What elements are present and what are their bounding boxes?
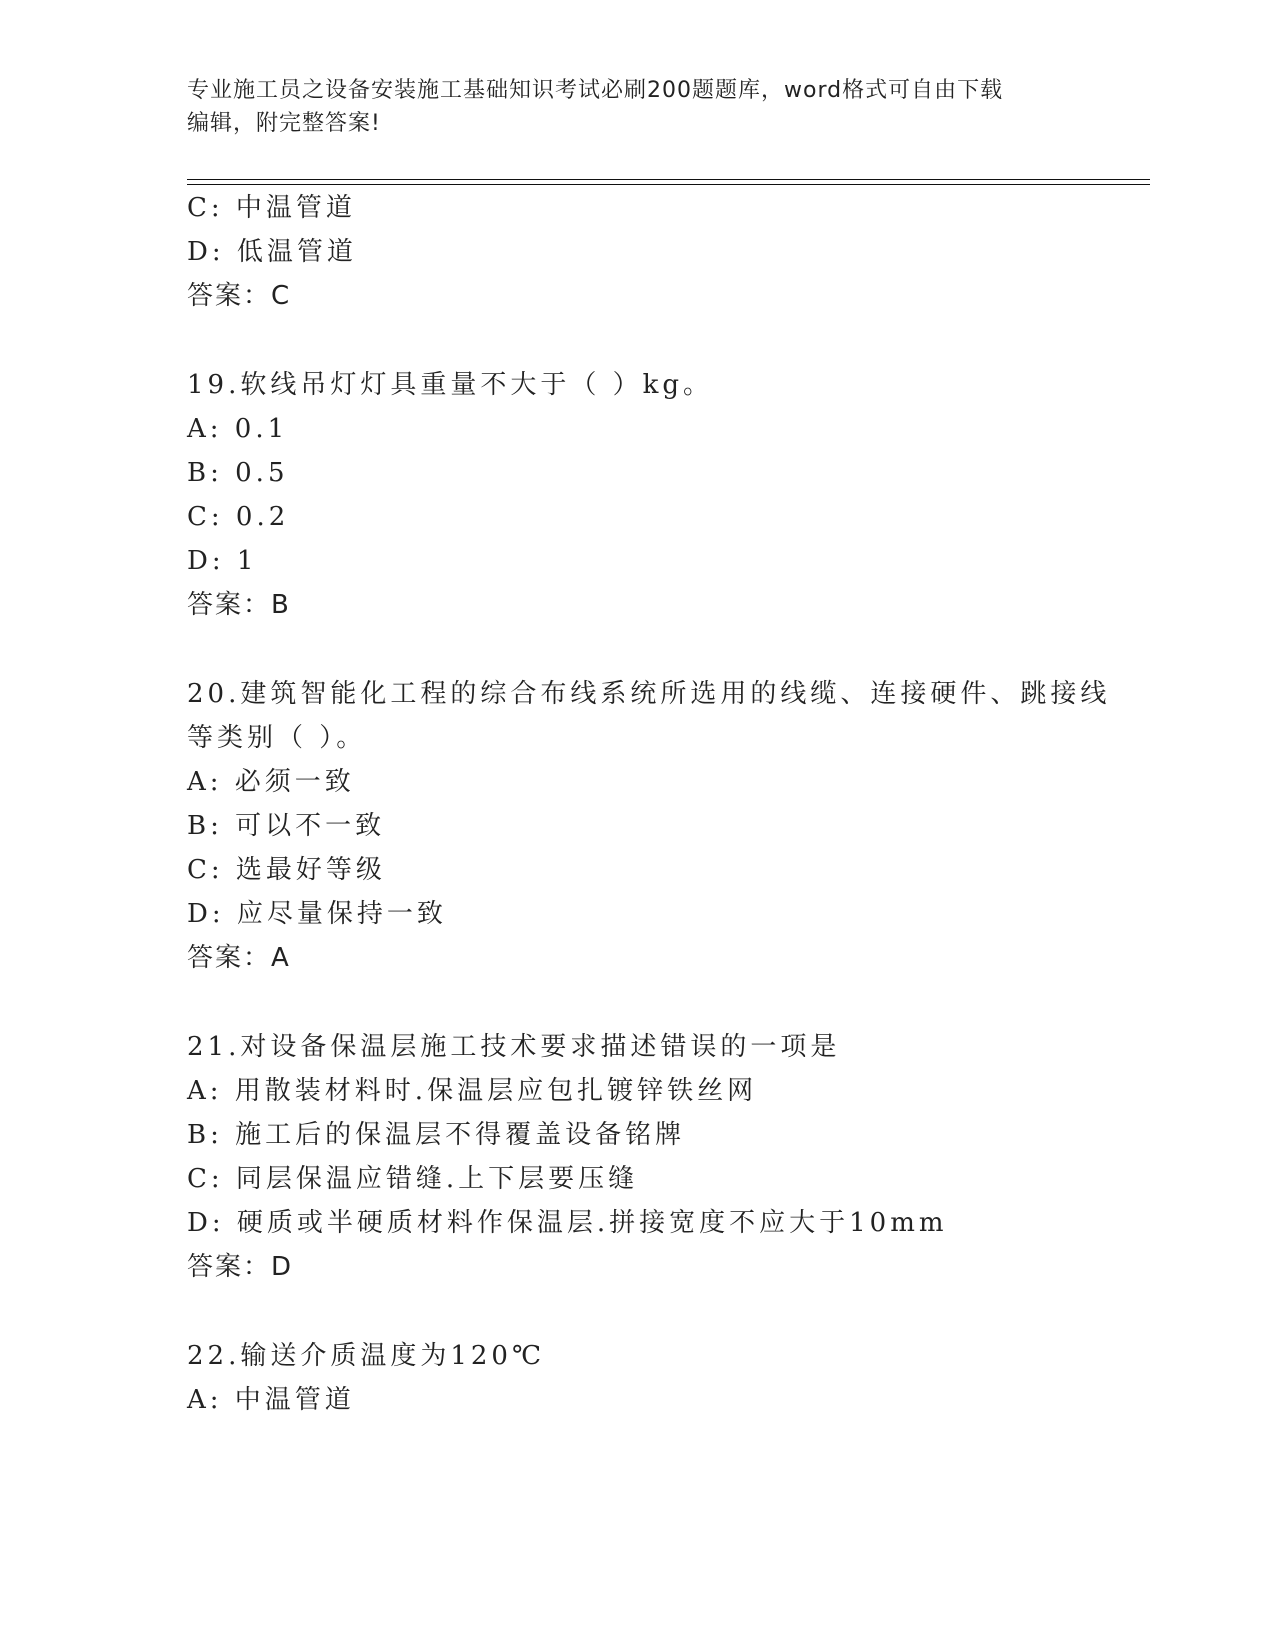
header-line-1: 专业施工员之设备安装施工基础知识考试必刷200题题库，word格式可自由下载 — [187, 78, 1004, 103]
q19-option-d: D: 1 — [187, 546, 258, 576]
q20-stem-line-1: 20.建筑智能化工程的综合布线系统所选用的线缆、连接硬件、跳接线 — [187, 679, 1111, 709]
q22-option-a: A: 中温管道 — [187, 1385, 355, 1415]
q21-stem: 21.对设备保温层施工技术要求描述错误的一项是 — [187, 1032, 841, 1062]
q21-answer: 答案：D — [187, 1252, 294, 1282]
prev-option-d: D: 低温管道 — [187, 237, 357, 267]
q19-option-b: B: 0.5 — [187, 458, 289, 488]
q21-option-b: B: 施工后的保温层不得覆盖设备铭牌 — [187, 1120, 686, 1150]
document-header — [187, 74, 1087, 140]
q20-option-d: D: 应尽量保持一致 — [187, 899, 447, 929]
q19-option-c: C: 0.2 — [187, 502, 290, 532]
q19-answer: 答案：B — [187, 590, 291, 620]
prev-answer: 答案：C — [187, 281, 292, 311]
q21-option-c: C: 同层保温应错缝.上下层要压缝 — [187, 1164, 639, 1194]
q20-option-a: A: 必须一致 — [187, 767, 355, 797]
q19-stem: 19.软线吊灯灯具重量不大于（ ）kg。 — [187, 370, 714, 400]
q20-option-b: B: 可以不一致 — [187, 811, 386, 841]
q21-option-a: A: 用散装材料时.保温层应包扎镀锌铁丝网 — [187, 1076, 758, 1106]
header-line-2: 编辑，附完整答案! — [187, 111, 381, 136]
q22-stem: 22.输送介质温度为120℃ — [187, 1341, 546, 1371]
q19-option-a: A: 0.1 — [187, 414, 289, 444]
header-divider-top — [187, 179, 1150, 180]
header-divider-bottom — [187, 184, 1150, 185]
prev-option-c: C: 中温管道 — [187, 193, 356, 223]
q20-stem-line-2: 等类别（ ）。 — [187, 723, 367, 753]
q20-answer: 答案：A — [187, 943, 291, 973]
q21-option-d: D: 硬质或半硬质材料作保温层.拼接宽度不应大于10mm — [187, 1208, 948, 1238]
q20-option-c: C: 选最好等级 — [187, 855, 386, 885]
